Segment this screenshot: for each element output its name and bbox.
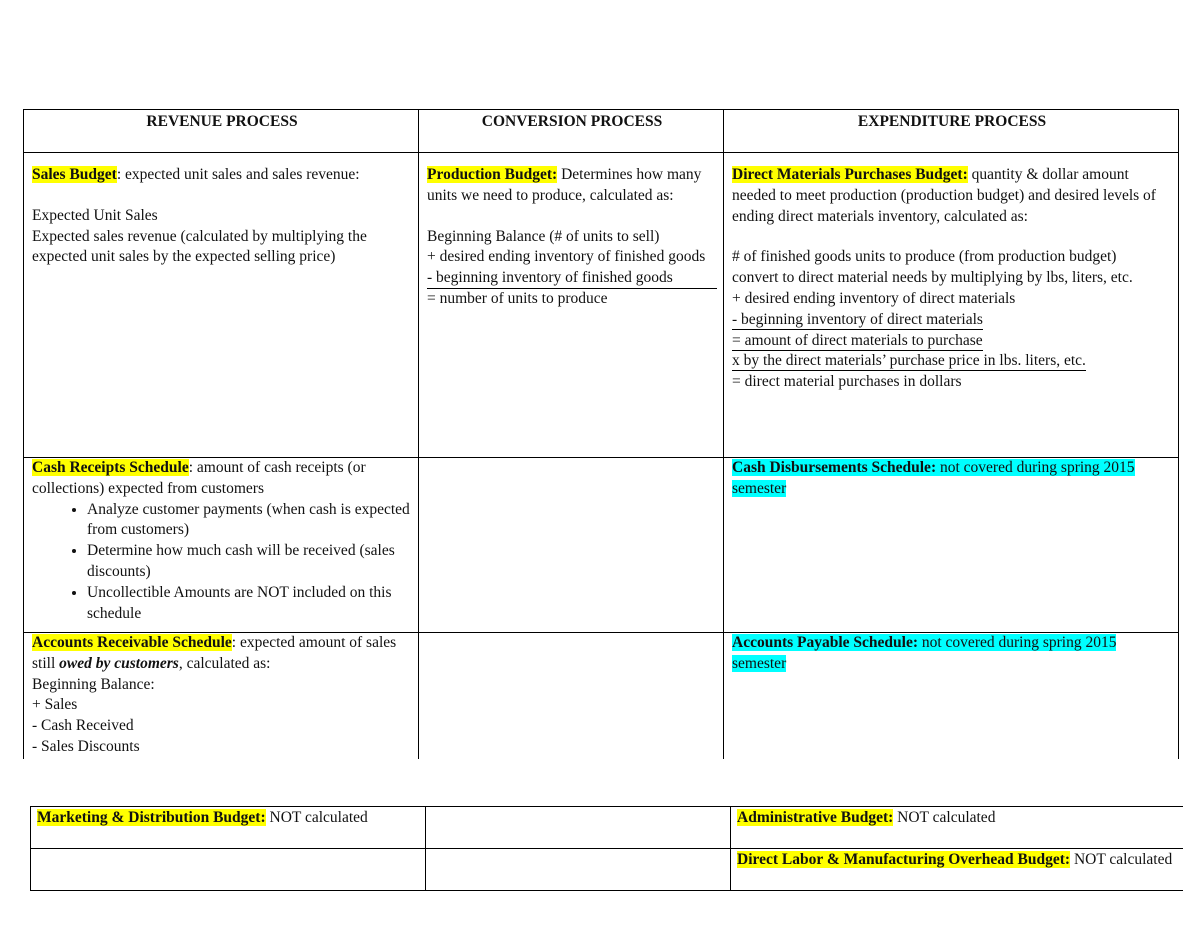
list-item: • Determine how much cash will be received (sales discounts) [87, 541, 412, 583]
cash-disbursements-desc: not covered during spring 2015 semester [732, 459, 1135, 497]
dm-purchases-intro [732, 165, 1172, 227]
other-budgets-row-2 [31, 849, 1184, 891]
dm-purchases-line: + desired ending inventory of direct materials [732, 289, 1016, 307]
accounts-receivable-title: Accounts Receivable Schedule [32, 634, 232, 651]
budget-row-1 [24, 153, 1179, 458]
list-item: • Analyze customer payments (when cash is expected from customers) [87, 500, 412, 542]
sales-budget-title: Sales Budget [32, 166, 117, 183]
marketing-budget-desc: NOT calculated [265, 809, 368, 826]
production-budget-desc: Determines how many units we need to produce, calculated as: [427, 166, 702, 204]
accounts-payable-title: Accounts Payable Schedule: [732, 634, 918, 651]
dm-purchases-line: x by the direct materials’ purchase price in lbs. liters, etc. [732, 352, 1086, 370]
other-budgets-row-1 [31, 807, 1184, 849]
production-budget-line: + desired ending inventory of finished goods [427, 248, 706, 266]
accounts-receivable-emphasis: owed by customers [59, 654, 179, 672]
administrative-budget-title: Administrative Budget: [737, 809, 894, 826]
dm-purchases-line: - beginning inventory of direct materials [732, 310, 983, 328]
dm-purchases-line: # of finished goods units to produce (from production budget) [732, 248, 1117, 266]
header-revenue-process: REVENUE PROCESS [24, 110, 419, 153]
direct-labor-overhead-desc: NOT calculated [1070, 851, 1173, 868]
dm-purchases-desc: quantity & dollar amount needed to meet production (production budget) and desired levels of ending direct materials inventory, calculated as: [732, 166, 1156, 225]
cash-receipts-desc: : amount of cash receipts (or collections) expected from customers [32, 459, 366, 497]
accounts-receivable-line: Beginning Balance: [32, 675, 155, 693]
dm-purchases-line: = amount of direct materials to purchase [732, 331, 983, 349]
accounts-payable-desc: not covered during spring 2015 semester [732, 634, 1117, 672]
dm-purchases-line: = direct material purchases in dollars [732, 373, 962, 391]
header-conversion-process: CONVERSION PROCESS [419, 110, 724, 153]
sales-budget-intro [32, 165, 412, 186]
sales-budget-line: Expected sales revenue (calculated by multiplying the expected unit sales by the expected selling price) [32, 227, 367, 266]
empty-cell [419, 633, 724, 760]
cash-receipts-cell [24, 458, 419, 633]
marketing-budget-title: Marketing & Distribution Budget: [37, 809, 266, 826]
cash-disbursements-text [732, 458, 1172, 500]
empty-cell [426, 849, 731, 891]
budget-process-table [23, 109, 1179, 759]
empty-cell [426, 807, 731, 849]
administrative-budget-desc: NOT calculated [893, 809, 996, 826]
cash-receipts-title: Cash Receipts Schedule [32, 459, 189, 476]
cash-disbursements-cell [724, 458, 1179, 633]
header-expenditure-process: EXPENDITURE PROCESS [724, 110, 1179, 153]
administrative-budget-cell [731, 807, 1184, 849]
budget-row-2 [24, 458, 1179, 633]
accounts-receivable-desc-end: , calculated as: [178, 654, 271, 672]
production-budget-title: Production Budget: [427, 166, 558, 183]
list-item: • Uncollectible Amounts are NOT included on this schedule [87, 583, 412, 625]
budget-row-3 [24, 633, 1179, 760]
sales-budget-cell [24, 153, 419, 458]
accounts-receivable-cell [24, 633, 419, 760]
production-budget-line: Beginning Balance (# of units to sell) [427, 227, 660, 245]
cash-receipts-bullets [32, 500, 412, 625]
production-budget-intro [427, 165, 717, 207]
cash-receipts-intro [32, 458, 412, 500]
accounts-receivable-line: - Cash Received [32, 717, 134, 735]
direct-labor-overhead-cell [731, 849, 1184, 891]
dm-purchases-title: Direct Materials Purchases Budget: [732, 166, 968, 183]
production-budget-cell [419, 153, 724, 458]
empty-cell [419, 458, 724, 633]
production-budget-line: = number of units to produce [427, 289, 608, 307]
accounts-payable-text [732, 633, 1172, 675]
direct-labor-overhead-title: Direct Labor & Manufacturing Overhead Budget: [737, 851, 1071, 868]
marketing-budget-cell [31, 807, 426, 849]
other-budgets-table [30, 806, 1183, 891]
dm-purchases-line: convert to direct material needs by multiplying by lbs, liters, etc. [732, 269, 1133, 287]
production-budget-line: - beginning inventory of finished goods [427, 268, 717, 289]
empty-cell [31, 849, 426, 891]
accounts-receivable-line: - Sales Discounts [32, 737, 140, 755]
sales-budget-desc: : expected unit sales and sales revenue: [116, 166, 360, 183]
direct-materials-purchases-cell [724, 153, 1179, 458]
accounts-receivable-line: + Sales [32, 696, 78, 714]
header-row [24, 110, 1179, 153]
cash-disbursements-title: Cash Disbursements Schedule: [732, 459, 937, 476]
sales-budget-line: Expected Unit Sales [32, 206, 158, 224]
accounts-payable-cell [724, 633, 1179, 760]
accounts-receivable-intro [32, 633, 412, 675]
accounts-receivable-desc: : expected amount of sales still [32, 634, 397, 672]
